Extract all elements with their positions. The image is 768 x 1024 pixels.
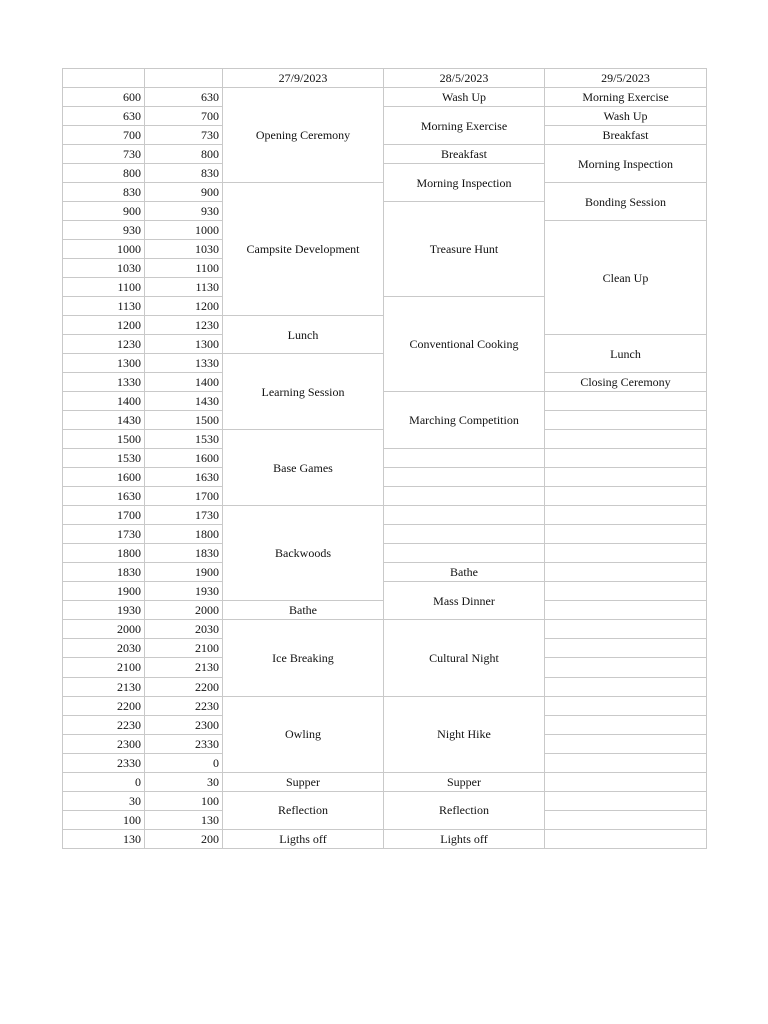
activity-cell[interactable]: Supper (384, 772, 545, 791)
activity-cell[interactable]: Learning Session (223, 354, 384, 430)
end-time-cell[interactable]: 1230 (145, 316, 223, 335)
end-time-cell[interactable]: 2130 (145, 658, 223, 677)
start-time-cell[interactable]: 800 (63, 164, 145, 183)
start-time-cell[interactable]: 1930 (63, 601, 145, 620)
empty-cell[interactable] (545, 411, 707, 430)
table-row (63, 620, 707, 639)
empty-cell[interactable] (545, 506, 707, 525)
empty-cell[interactable] (545, 639, 707, 658)
end-time-cell[interactable]: 1300 (145, 335, 223, 354)
empty-cell[interactable] (545, 677, 707, 696)
start-time-cell[interactable]: 100 (63, 810, 145, 829)
start-time-cell[interactable]: 1200 (63, 316, 145, 335)
header-blank-cell[interactable] (63, 69, 145, 88)
start-time-cell[interactable]: 900 (63, 202, 145, 221)
start-time-cell[interactable]: 1800 (63, 544, 145, 563)
empty-cell[interactable] (545, 582, 707, 601)
activity-cell[interactable] (384, 449, 545, 468)
end-time-cell[interactable]: 1830 (145, 544, 223, 563)
end-time-cell[interactable]: 1330 (145, 354, 223, 373)
start-time-cell[interactable]: 830 (63, 183, 145, 202)
activity-cell[interactable]: Lights off (384, 829, 545, 848)
activity-cell[interactable]: Morning Inspection (545, 145, 707, 183)
end-time-cell[interactable]: 1400 (145, 373, 223, 392)
activity-cell[interactable]: Wash Up (384, 88, 545, 107)
activity-cell[interactable]: Morning Exercise (384, 107, 545, 145)
end-time-cell[interactable]: 2230 (145, 696, 223, 715)
start-time-cell[interactable]: 1430 (63, 411, 145, 430)
end-time-cell[interactable]: 1030 (145, 240, 223, 259)
activity-cell[interactable]: Treasure Hunt (384, 202, 545, 297)
activity-cell[interactable]: Bathe (384, 563, 545, 582)
date-header-cell[interactable]: 29/5/2023 (545, 69, 707, 88)
activity-cell[interactable]: Cultural Night (384, 620, 545, 696)
end-time-cell[interactable]: 1500 (145, 411, 223, 430)
activity-cell[interactable] (384, 468, 545, 487)
activity-cell[interactable]: Backwoods (223, 506, 384, 601)
activity-cell[interactable] (384, 487, 545, 506)
activity-cell[interactable]: Supper (223, 772, 384, 791)
start-time-cell[interactable]: 2330 (63, 753, 145, 772)
empty-cell[interactable] (545, 544, 707, 563)
empty-cell[interactable] (545, 430, 707, 449)
empty-cell[interactable] (545, 696, 707, 715)
end-time-cell[interactable]: 130 (145, 810, 223, 829)
activity-cell[interactable]: Wash Up (545, 107, 707, 126)
start-time-cell[interactable]: 1400 (63, 392, 145, 411)
activity-cell[interactable]: Base Games (223, 430, 384, 506)
table-row (63, 449, 707, 468)
end-time-cell[interactable]: 2100 (145, 639, 223, 658)
empty-cell[interactable] (545, 525, 707, 544)
empty-cell[interactable] (545, 620, 707, 639)
table-row (63, 506, 707, 525)
start-time-cell[interactable]: 1530 (63, 449, 145, 468)
empty-cell[interactable] (545, 658, 707, 677)
end-time-cell[interactable]: 1100 (145, 259, 223, 278)
end-time-cell[interactable]: 830 (145, 164, 223, 183)
end-time-cell[interactable]: 1930 (145, 582, 223, 601)
activity-cell[interactable] (384, 506, 545, 525)
end-time-cell[interactable]: 200 (145, 829, 223, 848)
table-row (63, 88, 707, 107)
activity-cell[interactable]: Mass Dinner (384, 582, 545, 620)
end-time-cell[interactable]: 1530 (145, 430, 223, 449)
end-time-cell[interactable]: 1130 (145, 278, 223, 297)
date-header-cell[interactable]: 28/5/2023 (384, 69, 545, 88)
activity-cell[interactable]: Conventional Cooking (384, 297, 545, 392)
start-time-cell[interactable]: 600 (63, 88, 145, 107)
end-time-cell[interactable]: 100 (145, 791, 223, 810)
activity-cell[interactable]: Breakfast (545, 126, 707, 145)
activity-cell[interactable]: Breakfast (384, 145, 545, 164)
empty-cell[interactable] (545, 753, 707, 772)
table-row (63, 829, 707, 848)
start-time-cell[interactable]: 130 (63, 829, 145, 848)
empty-cell[interactable] (545, 772, 707, 791)
start-time-cell[interactable]: 1500 (63, 430, 145, 449)
table-row (63, 525, 707, 544)
start-time-cell[interactable]: 1900 (63, 582, 145, 601)
end-time-cell[interactable]: 630 (145, 88, 223, 107)
start-time-cell[interactable]: 1230 (63, 335, 145, 354)
start-time-cell[interactable]: 1600 (63, 468, 145, 487)
table-row (63, 563, 707, 582)
empty-cell[interactable] (545, 791, 707, 810)
start-time-cell[interactable]: 1730 (63, 525, 145, 544)
date-header-cell[interactable]: 27/9/2023 (223, 69, 384, 88)
start-time-cell[interactable]: 0 (63, 772, 145, 791)
activity-cell[interactable]: Campsite Development (223, 183, 384, 316)
empty-cell[interactable] (545, 715, 707, 734)
empty-cell[interactable] (545, 734, 707, 753)
activity-cell[interactable]: Bathe (223, 601, 384, 620)
end-time-cell[interactable]: 1800 (145, 525, 223, 544)
end-time-cell[interactable]: 1000 (145, 221, 223, 240)
activity-cell[interactable]: Reflection (384, 791, 545, 829)
activity-cell[interactable]: Closing Ceremony (545, 373, 707, 392)
activity-cell[interactable] (384, 525, 545, 544)
activity-cell[interactable]: Bonding Session (545, 183, 707, 221)
end-time-cell[interactable]: 1730 (145, 506, 223, 525)
table-row (63, 791, 707, 810)
end-time-cell[interactable]: 1430 (145, 392, 223, 411)
activity-cell[interactable]: Reflection (223, 791, 384, 829)
start-time-cell[interactable]: 1000 (63, 240, 145, 259)
table-row (63, 696, 707, 715)
start-time-cell[interactable]: 2100 (63, 658, 145, 677)
table-row (63, 487, 707, 506)
table-row (63, 582, 707, 601)
start-time-cell[interactable]: 1330 (63, 373, 145, 392)
empty-cell[interactable] (545, 449, 707, 468)
end-time-cell[interactable]: 2330 (145, 734, 223, 753)
table-row (63, 468, 707, 487)
end-time-cell[interactable]: 1700 (145, 487, 223, 506)
end-time-cell[interactable]: 700 (145, 107, 223, 126)
activity-cell[interactable] (384, 544, 545, 563)
end-time-cell[interactable]: 2300 (145, 715, 223, 734)
end-time-cell[interactable]: 730 (145, 126, 223, 145)
activity-cell[interactable]: Ligths off (223, 829, 384, 848)
start-time-cell[interactable]: 30 (63, 791, 145, 810)
empty-cell[interactable] (545, 392, 707, 411)
end-time-cell[interactable]: 1600 (145, 449, 223, 468)
end-time-cell[interactable]: 930 (145, 202, 223, 221)
activity-cell[interactable]: Morning Exercise (545, 88, 707, 107)
table-row (63, 544, 707, 563)
end-time-cell[interactable]: 900 (145, 183, 223, 202)
header-row (63, 69, 707, 88)
start-time-cell[interactable]: 2130 (63, 677, 145, 696)
start-time-cell[interactable]: 2200 (63, 696, 145, 715)
start-time-cell[interactable]: 1030 (63, 259, 145, 278)
start-time-cell[interactable]: 2030 (63, 639, 145, 658)
start-time-cell[interactable]: 730 (63, 145, 145, 164)
start-time-cell[interactable]: 1630 (63, 487, 145, 506)
end-time-cell[interactable]: 2030 (145, 620, 223, 639)
start-time-cell[interactable]: 2000 (63, 620, 145, 639)
end-time-cell[interactable]: 30 (145, 772, 223, 791)
start-time-cell[interactable]: 700 (63, 126, 145, 145)
activity-cell[interactable]: Lunch (223, 316, 384, 354)
table-row (63, 145, 707, 164)
empty-cell[interactable] (545, 468, 707, 487)
empty-cell[interactable] (545, 487, 707, 506)
start-time-cell[interactable]: 930 (63, 221, 145, 240)
end-time-cell[interactable]: 2000 (145, 601, 223, 620)
activity-cell[interactable]: Morning Inspection (384, 164, 545, 202)
start-time-cell[interactable]: 1130 (63, 297, 145, 316)
table-row (63, 772, 707, 791)
start-time-cell[interactable]: 630 (63, 107, 145, 126)
end-time-cell[interactable]: 1200 (145, 297, 223, 316)
activity-cell[interactable]: Night Hike (384, 696, 545, 772)
start-time-cell[interactable]: 1300 (63, 354, 145, 373)
end-time-cell[interactable]: 800 (145, 145, 223, 164)
empty-cell[interactable] (545, 601, 707, 620)
empty-cell[interactable] (545, 810, 707, 829)
header-blank-cell[interactable] (145, 69, 223, 88)
activity-cell[interactable]: Clean Up (545, 221, 707, 335)
end-time-cell[interactable]: 1630 (145, 468, 223, 487)
start-time-cell[interactable]: 1830 (63, 563, 145, 582)
activity-cell[interactable]: Owling (223, 696, 384, 772)
end-time-cell[interactable]: 2200 (145, 677, 223, 696)
end-time-cell[interactable]: 0 (145, 753, 223, 772)
start-time-cell[interactable]: 2300 (63, 734, 145, 753)
start-time-cell[interactable]: 1700 (63, 506, 145, 525)
activity-cell[interactable]: Opening Ceremony (223, 88, 384, 183)
activity-cell[interactable]: Marching Competition (384, 392, 545, 449)
activity-cell[interactable]: Lunch (545, 335, 707, 373)
activity-cell[interactable]: Ice Breaking (223, 620, 384, 696)
empty-cell[interactable] (545, 829, 707, 848)
start-time-cell[interactable]: 1100 (63, 278, 145, 297)
table-row (63, 392, 707, 411)
empty-cell[interactable] (545, 563, 707, 582)
start-time-cell[interactable]: 2230 (63, 715, 145, 734)
schedule-spreadsheet (62, 68, 707, 849)
table-row (63, 107, 707, 126)
end-time-cell[interactable]: 1900 (145, 563, 223, 582)
